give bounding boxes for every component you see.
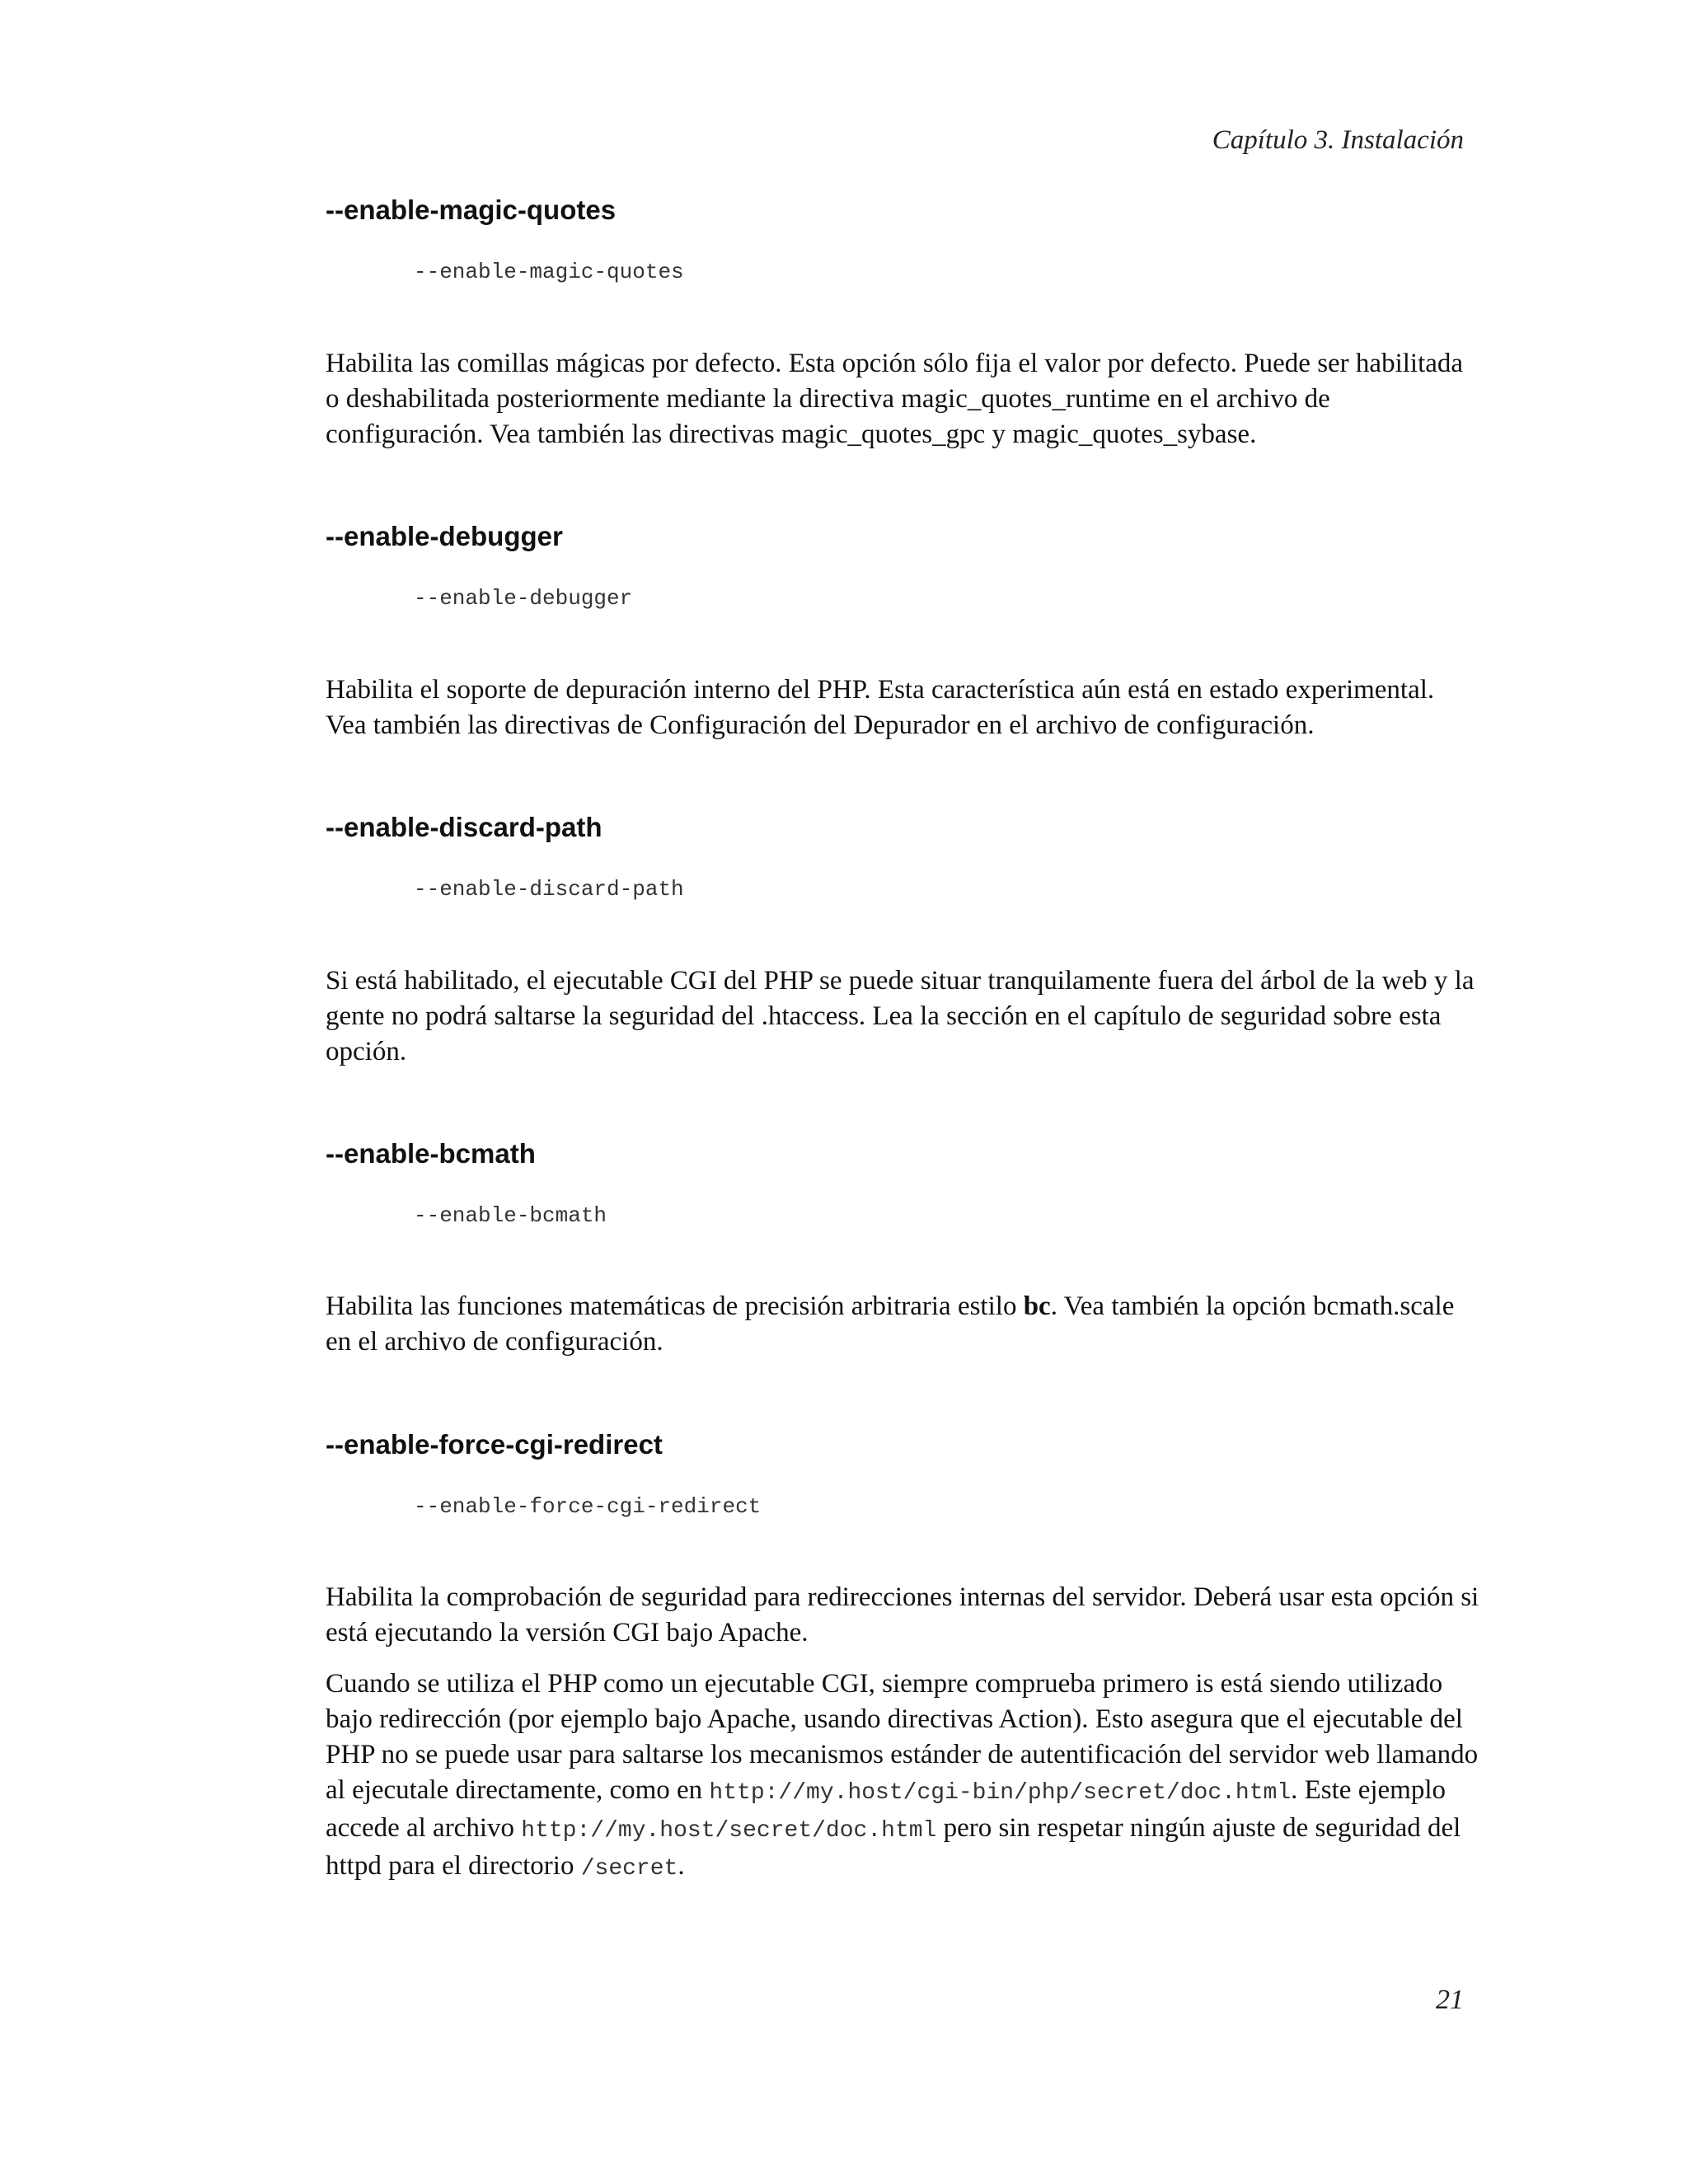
option-heading-discard-path: --enable-discard-path (326, 812, 603, 842)
paragraph-bcmath-text-end: . Vea también la opción bcmath.scale en el archivo de configuración. (326, 1291, 1455, 1357)
page-number: 21 (1436, 1985, 1464, 2015)
explanation-text-4: . (678, 1851, 685, 1881)
option-heading-magic-quotes: --enable-magic-quotes (326, 194, 617, 225)
url-cgi-bin-example: http://my.host/cgi-bin/php/secret/doc.html (709, 1780, 1292, 1806)
option-heading-debugger: --enable-debugger (326, 521, 563, 551)
explanation-text-2: . Este ejemplo accede al archivo (326, 1775, 1447, 1843)
option-heading-force-cgi-redirect: --enable-force-cgi-redirect (326, 1429, 663, 1460)
running-header: Capítulo 3. Instalación (1212, 125, 1464, 155)
bc-term: bc (1023, 1291, 1051, 1321)
code-force-cgi-redirect: --enable-force-cgi-redirect (414, 1494, 762, 1519)
explanation-text-1: Cuando se utiliza el PHP como un ejecutable CGI, siempre comprueba primero is está siendo utilizado bajo redirección (por ejemplo bajo Apache, usando directivas Action). Esto asegura que el ejecutable del PHP no se puede usar para saltarse los mecanismos estánder de autentificación del servidor web llamando al ejecutale directamente, como en (326, 1669, 1479, 1805)
url-secret-doc-example: http://my.host/secret/doc.html (521, 1818, 937, 1844)
paragraph-debugger: Habilita el soporte de depuración interno del PHP. Esta característica aún está en estado experimental. Vea también las directivas de Configuración del Depurador en el archivo de configuración. (326, 675, 1435, 740)
code-debugger: --enable-debugger (414, 586, 633, 611)
paragraph-discard-path: Si está habilitado, el ejecutable CGI del PHP se puede situar tranquilamente fuera del árbol de la web y la gente no podrá saltarse la seguridad del .htaccess. Lea la sección en el capítulo de seguridad sobre esta opción. (326, 966, 1475, 1066)
code-bcmath: --enable-bcmath (414, 1203, 607, 1228)
option-heading-bcmath: --enable-bcmath (326, 1138, 536, 1169)
paragraph-magic-quotes: Habilita las comillas mágicas por defecto. Esta opción sólo fija el valor por defecto. Puede ser habilitada o deshabilitada posteriormente mediante la directiva magic_quotes_runtime en el archivo de configuración. Vea también las directivas magic_quotes_gpc y magic_quotes_sybase. (326, 349, 1464, 449)
code-discard-path: --enable-discard-path (414, 877, 684, 902)
explanation-text-3: pero sin respetar ningún ajuste de seguridad del httpd para el directorio (326, 1813, 1461, 1881)
paragraph-bcmath (326, 1289, 1479, 1360)
paragraph-force-cgi-redirect: Habilita la comprobación de seguridad para redirecciones internas del servidor. Deberá usar esta opción si está ejecutando la versión CGI bajo Apache. (326, 1582, 1479, 1647)
paragraph-bcmath-text-start: Habilita las funciones matemáticas de precisión arbitraria estilo (326, 1291, 1024, 1321)
paragraph-cgi-explanation (326, 1666, 1479, 1886)
code-magic-quotes: --enable-magic-quotes (414, 260, 684, 284)
secret-directory-path: /secret (580, 1856, 678, 1882)
